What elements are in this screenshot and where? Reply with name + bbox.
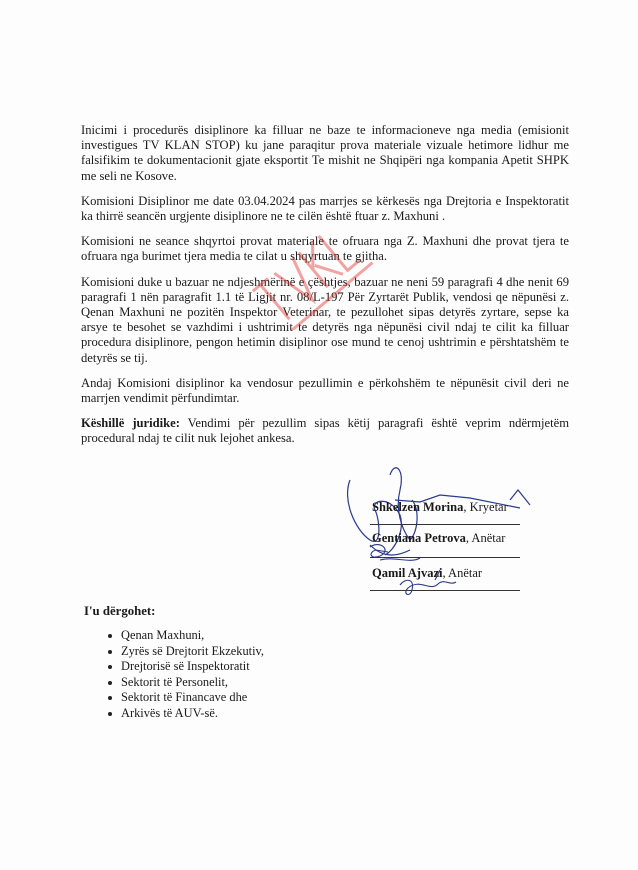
list-item: Qenan Maxhuni, xyxy=(106,628,264,644)
signatory-ajvazi: Qamil Ajvazi, Anëtar xyxy=(372,566,483,580)
list-item: Zyrës së Drejtorit Ekzekutiv, xyxy=(106,644,264,660)
list-item: Sektorit të Financave dhe xyxy=(106,690,264,706)
recipients-heading: I'u dërgohet: xyxy=(84,604,156,618)
paragraph-evidence: Komisioni ne seance shqyrtoi provat materiale te ofruara nga Z. Maxhuni dhe provat tjera te ofruara nga burimet tjera media te cilat u shqyrtuan te gjitha. xyxy=(81,234,569,264)
list-item: Sektorit të Personelit, xyxy=(106,675,264,691)
recipients-list xyxy=(106,628,264,722)
decision-body xyxy=(81,123,569,457)
signatory-petrova: Gentiana Petrova, Anëtar xyxy=(372,531,506,545)
paragraph-initiation: Inicimi i procedurës disiplinore ka filluar ne baze te informacioneve nga media (emisionit investigues TV KLAN STOP) ku jane paraqitur prova materiale vizuale hetimore lidhur me falsifikim te dokumentacionit gjate eksportit Te mishit ne Shqipëri nga kompania Apetit SHPK me seli ne Kosove. xyxy=(81,123,569,183)
paragraph-decision: Komisioni duke u bazuar ne ndjeshmërinë e çështjes, bazuar ne neni 59 paragrafi 4 dhe nenit 69 paragrafi 1 nën paragrafit 1.1 të Ligjit nr. 08/L-197 Për Zyrtarët Publik, vendosi qe nëpunësi z. Qenan Maxhuni ne pozitën Inspektor Veterinar, te pezullohet sipas detyrës zyrtare, sepse ka arsye te besohet se vazhdimi i ushtrimit te detyrës nga nëpunësi civil ndaj te cilit ka filluar procedura disiplinore, pengon hetimin disiplinor ose mund te cenoj ushtrimin e përshtatshëm te detyrës se tij. xyxy=(81,274,569,365)
list-item: Drejtorisë së Inspektoratit xyxy=(106,659,264,675)
paragraph-suspension: Andaj Komisioni disiplinor ka vendosur pezullimin e përkohshëm te nëpunësit civil deri ne marrjen vendimit përfundimtar. xyxy=(81,375,569,406)
signature-block xyxy=(340,460,540,610)
paragraph-legal-advice xyxy=(81,416,569,446)
signature-underline xyxy=(370,557,520,558)
signatory-morina: Shkelzen Morina, Kryetar xyxy=(372,500,508,514)
signature-underline xyxy=(370,590,520,591)
legal-advice-label: Këshillë juridike: xyxy=(81,416,180,431)
paragraph-hearing: Komisioni Disiplinor me date 03.04.2024 pas marrjes se kërkesës nga Drejtoria e Inspektoratit ka thirrë seancën urgjente disiplinore ne te cilën është ftuar z. Maxhuni . xyxy=(81,193,569,224)
list-item: Arkivës të AUV-së. xyxy=(106,706,264,722)
signature-underline xyxy=(370,524,520,525)
legal-advice-text: Vendimi për pezullim sipas këtij paragrafi është veprim ndërmjetëm procedural ndaj te cilit nuk lejohet ankesa. xyxy=(81,416,570,446)
